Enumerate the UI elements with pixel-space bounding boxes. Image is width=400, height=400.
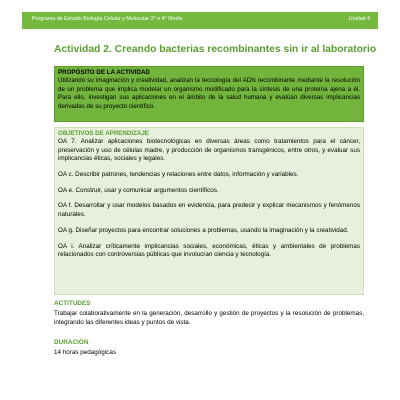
objective-item: OA 7. Analizar aplicaciones biotecnológicas en diversas áreas como tratamientos para el cáncer, preservación y uso de células madre, y producción de organismos transgénicos, entre otros, y evaluar sus implicancias éticas, sociales y legales. <box>58 138 360 163</box>
purpose-text: Utilizando su imaginación y creatividad, analizan la tecnología del ADN recombinante mediante la resolución de un problema que implica modelar un organismo modificado para la síntesis de una proteína ajena a él. Para ello, investigan sus aplicaciones en el ámbito de la salud humana y evalúan diversas implicancias derivadas de su proyecto científico. <box>58 77 360 110</box>
objective-item: OA f. Desarrollar y usar modelos basados en evidencia, para predecir y explicar mecanismos y fenómenos naturales. <box>58 202 360 219</box>
objective-item: OA c. Describir patrones, tendencias y relaciones entre datos, información y variables. <box>58 171 299 179</box>
program-title: Programa de Estudio Biología Celular y Molecular 3° o 4° Medio <box>32 16 183 22</box>
objective-item: OA i. Analizar críticamente implicancias sociales, económicas, éticas y ambientales de problemas relacionados con controversias públicas que involucran ciencia y tecnología. <box>58 242 360 259</box>
purpose-box <box>54 66 364 122</box>
duration-heading: DURACIÓN <box>54 339 89 346</box>
attitudes-heading: ACTITUDES <box>54 300 91 307</box>
activity-title: Actividad 2. Creando bacterias recombinantes sin ir al laboratorio <box>54 44 377 55</box>
objective-item: OA e. Construir, usar y comunicar argumentos científicos. <box>58 186 219 194</box>
objective-item: OA g. Diseñar proyectos para encontrar soluciones a problemas, usando la imaginación y la creatividad. <box>58 226 349 234</box>
objectives-heading: OBJETIVOS DE APRENDIZAJE <box>58 130 149 137</box>
page-header <box>22 12 378 29</box>
purpose-heading: PROPÓSITO DE LA ACTIVIDAD <box>58 69 150 76</box>
duration-text: 14 horas pedagógicas <box>54 349 116 356</box>
attitudes-text: Trabajar colaborativamente en la generación, desarrollo y gestión de proyectos y la resolución de problemas, integrando las diferentes ideas y puntos de vista. <box>54 310 364 326</box>
objectives-box <box>54 127 364 295</box>
unit-label: Unidad 4 <box>348 16 370 22</box>
